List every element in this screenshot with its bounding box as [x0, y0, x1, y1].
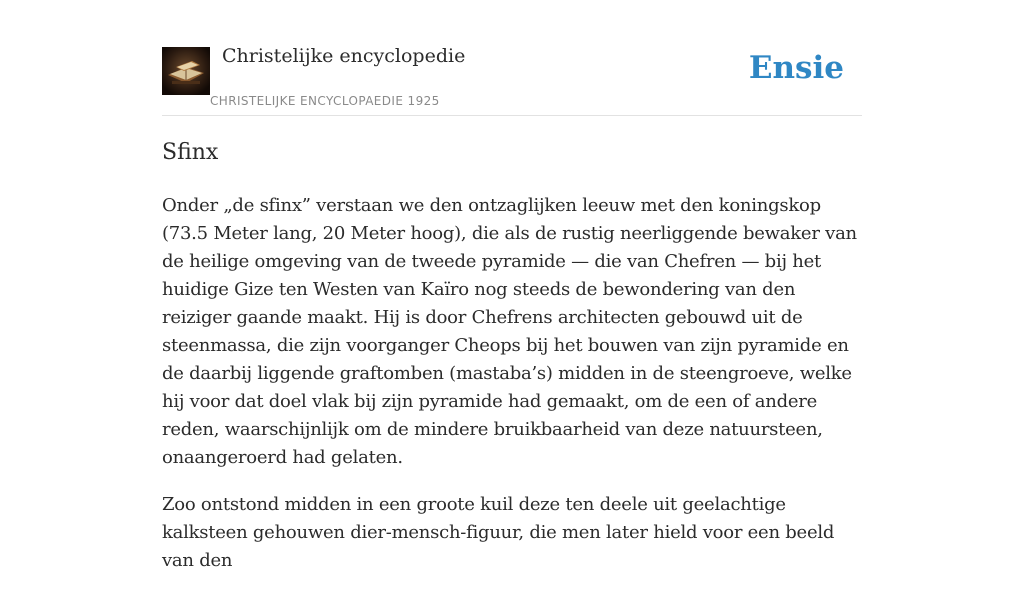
article-paragraph: Onder „de sfinx” verstaan we den ontzaglijken leeuw met den koningskop (73.5 Meter lang, 20 Meter hoog), die als de rustig neerliggende bewaker van de heilige omgeving van de tweede pyramide — die van Chefren — bij het huidige Gize ten Westen van Kaïro nog steeds de bewondering van den reiziger gaande maakt. Hij is door Chefrens architecten gebouwd uit de steenmassa, die zijn voorganger Cheops bij het bouwen van zijn pyramide en de daarbij liggende graftomben (mastaba’s) midden in de steengroeve, welke hij voor dat doel vlak bij zijn pyramide had gemaakt, om de een of andere reden, waarschijnlijk om de mindere bruikbaarheid van deze natuursteen, onaangeroerd had gelaten.	[162, 195, 857, 468]
article-title: Sfinx	[162, 140, 219, 165]
site-subtitle: CHRISTELIJKE ENCYCLOPAEDIE 1925	[210, 94, 440, 108]
header	[162, 0, 862, 116]
article-paragraph: Zoo ontstond midden in een groote kuil deze ten deele uit geelachtige kalksteen gehouwen dier-mensch-figuur, die men later hield voor een beeld van den	[162, 494, 835, 571]
avatar[interactable]	[162, 47, 210, 95]
article-body	[162, 192, 862, 594]
brand-logo-link[interactable]: Ensie	[748, 50, 844, 86]
page	[162, 0, 862, 571]
encyclopedia-book-avatar-icon	[162, 47, 210, 95]
site-title[interactable]: Christelijke encyclopedie	[222, 45, 466, 67]
